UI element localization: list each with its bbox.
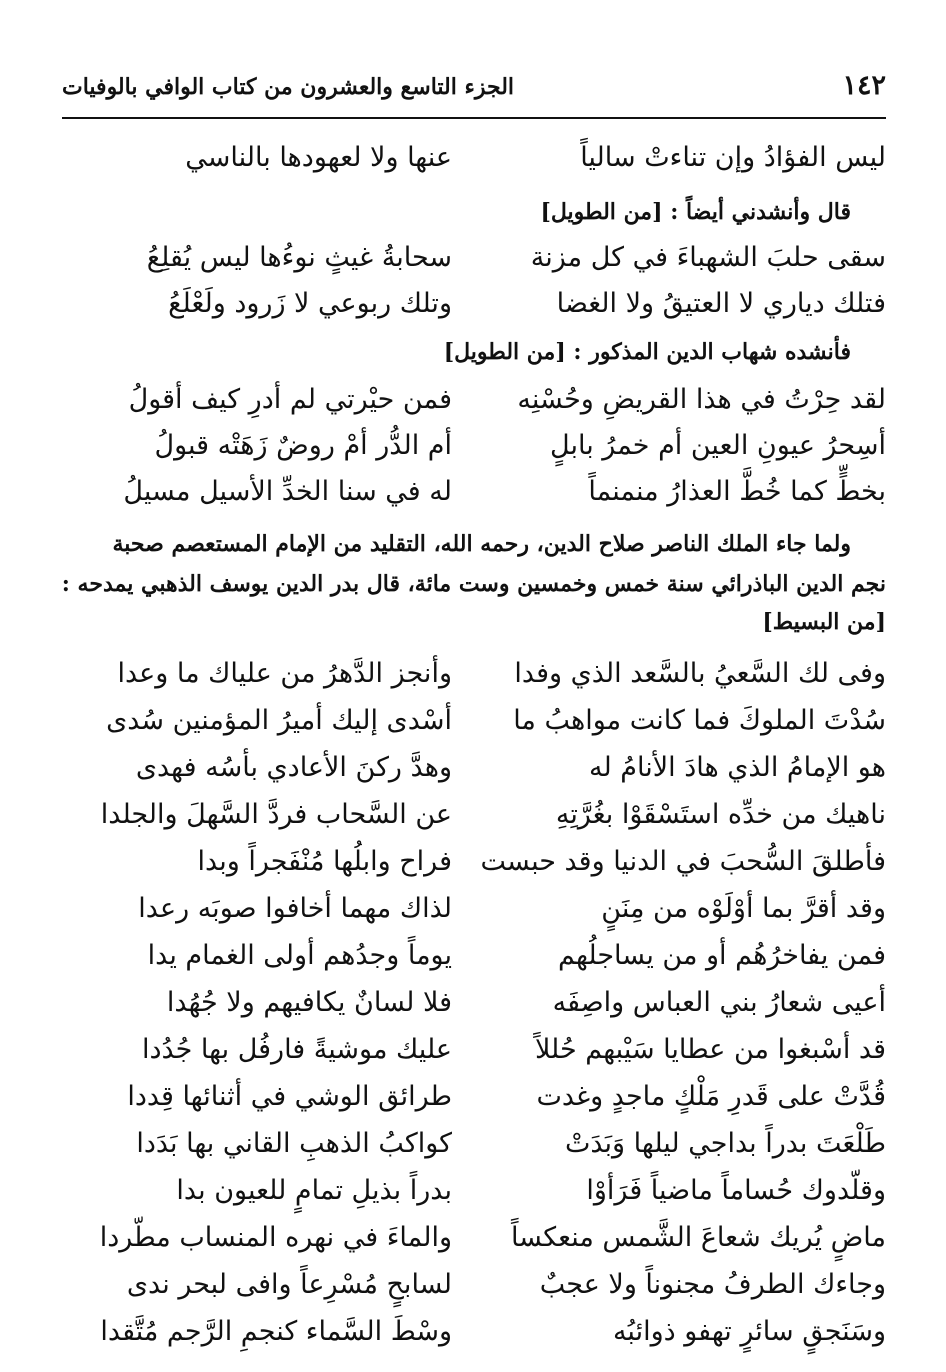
verse-first-hemistich: قُدَّتْ على قَدرِ مَلْكٍ ماجدٍ وغدت [536,1081,886,1112]
verse-first-hemistich: وسَنَجقٍ سائرٍ تهفو ذوائبُه [612,1316,886,1347]
verse-second-hemistich: يوماً وجدُهم أولى الغمام يدا [147,940,452,971]
verse-second-hemistich: فلا لسانٌ يكافيهم ولا جُهُدا [166,987,452,1018]
verse-line [62,1075,886,1125]
running-title: الجزء التاسع والعشرون من كتاب الوافي بالوفيات [62,74,515,100]
verse-second-hemistich: فراح وابلُها مُنْفَجراً وبدا [197,846,452,877]
prose-line: ولما جاء الملك الناصر صلاح الدين، رحمه الله، التقليد من الإمام المستعصم صحبة [112,531,851,557]
verse-first-hemistich: فأطلقَ السُّحبَ في الدنيا وقد حبست [480,846,886,877]
intro-text: قال وأنشدني أيضاً : [670,199,851,225]
verse-line [62,1169,886,1219]
verse-second-hemistich: بدراً بذيلِ تمامٍ للعيون بدا [176,1175,452,1206]
meter-label: [من الطويل] [540,199,663,225]
verse-second-hemistich: طرائق الوشي في أثنائها قِددا [127,1081,452,1112]
verse-second-hemistich: وتلك ربوعي لا زَرود ولَعْلَعُ [168,288,452,319]
verse-line [62,746,886,796]
verse-second-hemistich: عنها ولا لعهودها بالناسي [185,142,452,173]
verse-line [62,840,886,890]
verse-line [62,699,886,749]
verse-first-hemistich: وقلّدوك حُساماً ماضياً فَرَأوْا [586,1175,886,1206]
verse-second-hemistich: فمن حيْرتي لم أدرِ كيف أقولُ [128,384,452,415]
verse-line [62,236,886,286]
verse-first-hemistich: طَلْعَتَ بدراً بداجي ليلها وَبَدَتْ [564,1128,886,1159]
verse-second-hemistich: عن السَّحاب فردَّ السَّهلَ والجلدا [100,799,452,830]
verse-line [62,934,886,984]
verse-second-hemistich: وسْطَ السَّماء كنجمِ الرَّجم مُتَّقدا [100,1316,452,1347]
header-rule [62,117,886,119]
verse-first-hemistich: وفى لك السَّعيُ بالسَّعد الذي وفدا [514,658,886,689]
verse-first-hemistich: سُدْتَ الملوكَ فما كانت مواهبُ ما [513,705,886,736]
intro-text: فأنشده شهاب الدين المذكور : [573,339,851,365]
verse-second-hemistich: أم الدُّر أمْ روضٌ زَهَتْه قبولُ [154,430,452,461]
verse-second-hemistich: أسْدى إليك أميرُ المؤمنين سُدى [106,705,452,736]
verse-line [62,652,886,702]
verse-line [62,1263,886,1313]
intro-line [62,194,851,230]
verse-line [62,282,886,332]
verse-line [62,378,886,428]
meter-label: [من البسيط] [762,609,886,635]
verse-first-hemistich: ليس الفؤادُ وإن تناءتْ سالياً [580,142,886,173]
verse-first-hemistich: لقد حِرْتُ في هذا القريضِ وحُسْنِه [517,384,886,415]
verse-first-hemistich: هو الإمامُ الذي هادَ الأنامُ له [589,752,886,783]
verse-second-hemistich: له في سنا الخدِّ الأسيل مسيلُ [123,476,452,507]
verse-second-hemistich: والماءَ في نهره المنساب مطّردا [99,1222,452,1253]
verse-first-hemistich: أسِحرُ عيونِ العين أم خمرُ بابلٍ [550,430,886,461]
verse-first-hemistich: فمن يفاخرُهُم أو من يساجلُهم [557,940,886,971]
verse-second-hemistich: لذاك مهما أخافوا صوبَه رعدا [138,893,452,924]
verse-line [62,1310,886,1360]
verse-first-hemistich: سقى حلبَ الشهباءَ في كل مزنة [530,242,886,273]
intro-line [62,334,851,370]
page-number: ١٤٢ [842,70,886,101]
verse-first-hemistich: ماضٍ يُريك شعاعَ الشَّمس منعكساً [510,1222,886,1253]
verse-line [62,1028,886,1078]
verse-line [62,887,886,937]
verse-line [62,1122,886,1172]
verse-second-hemistich: وهدَّ ركنَ الأعادي بأسُه فهدى [135,752,452,783]
verse-second-hemistich: وأنجز الدَّهرُ من علياك ما وعدا [117,658,452,689]
verse-line [62,424,886,474]
verse-line [62,793,886,843]
verse-line [62,1216,886,1266]
verse-second-hemistich: عليك موشيةً فارفُل بها جُدُدا [141,1034,452,1065]
verse-first-hemistich: ناهيك من خدِّه استَسْقَوْا بغُرَّتِهِ [555,799,886,830]
meter-label: [من الطويل] [443,339,566,365]
verse-first-hemistich: فتلك دياري لا العتيقُ ولا الغضا [556,288,886,319]
verse-second-hemistich: لسابحٍ مُسْرِعاً وافى لبحر ندى [126,1269,452,1300]
verse-second-hemistich: كواكبُ الذهبِ القاني بها بَدَدا [136,1128,452,1159]
verse-first-hemistich: بخطٍّ كما خُطَّ العذارُ منمنماً [588,476,886,507]
verse-line [62,136,886,186]
prose-line: نجم الدين الباذرائي سنة خمس وخمسين وست مائة، قال بدر الدين يوسف الذهبي يمدحه : [61,571,886,597]
verse-first-hemistich: وقد أقرَّ بما أوْلَوْه من مِنَنٍ [601,893,886,924]
page-header [62,70,886,114]
verse-second-hemistich: سحابةُ غيثٍ نوءُها ليس يُقلِعُ [146,242,452,273]
verse-line [62,470,886,520]
verse-line [62,981,886,1031]
verse-first-hemistich: قد أسْبغوا من عطايا سَيْبهم حُللاً [534,1034,886,1065]
verse-first-hemistich: وجاءك الطرفُ مجنوناً ولا عجبٌ [539,1269,886,1300]
verse-first-hemistich: أعيى شعارُ بني العباس واصِفَه [552,987,886,1018]
